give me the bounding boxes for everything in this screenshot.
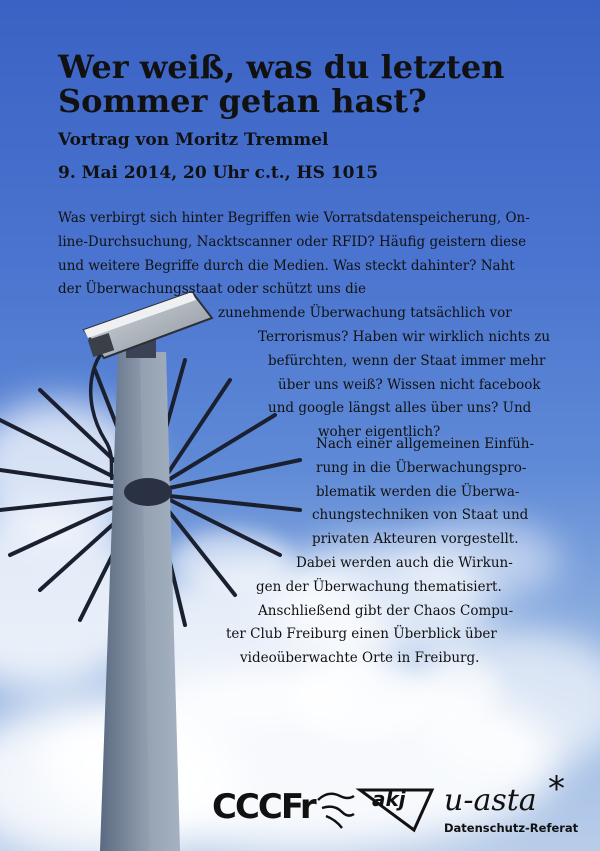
u-asta-logo-subtitle: Datenschutz-Referat bbox=[444, 821, 579, 835]
u-asta-star-icon: * bbox=[548, 769, 565, 809]
akj-logo bbox=[360, 787, 432, 830]
detail-line: Dabei werden auch die Wirkun- bbox=[296, 554, 513, 571]
detail-line: videoüberwachte Orte in Freiburg. bbox=[240, 650, 480, 667]
detail-line: blematik werden die Überwa- bbox=[316, 483, 520, 500]
detail-line: privaten Akteuren vorgestellt. bbox=[312, 531, 519, 548]
intro-line: befürchten, wenn der Staat immer mehr bbox=[268, 352, 546, 369]
u-asta-logo bbox=[444, 769, 579, 835]
u-asta-logo-text: u-asta bbox=[444, 783, 537, 818]
cccfr-logo bbox=[212, 787, 354, 828]
event-date: 9. Mai 2014, 20 Uhr c.t., HS 1015 bbox=[58, 163, 379, 183]
detail-line: Anschließend gibt der Chaos Compu- bbox=[258, 602, 514, 619]
intro-line: und google längst alles über uns? Und bbox=[268, 400, 532, 417]
intro-line: der Überwachungsstaat oder schützt uns die bbox=[58, 281, 367, 298]
intro-line: line-Durchsuchung, Nacktscanner oder RFID? Häufig geistern diese bbox=[58, 233, 527, 250]
intro-line: über uns weiß? Wissen nicht facebook bbox=[278, 376, 541, 393]
detail-line: gen der Überwachung thematisiert. bbox=[256, 578, 502, 595]
title-line-2: Sommer getan hast? bbox=[58, 82, 427, 120]
detail-line: rung in die Überwachungspro- bbox=[316, 459, 527, 476]
intro-line: woher eigentlich? bbox=[318, 424, 441, 441]
speaker-subtitle: Vortrag von Moritz Tremmel bbox=[58, 130, 329, 150]
intro-line: Was verbirgt sich hinter Begriffen wie Vorratsdatenspeicherung, On- bbox=[58, 210, 530, 226]
intro-line: Terrorismus? Haben wir wirklich nichts zu bbox=[258, 328, 551, 345]
detail-line: ter Club Freiburg einen Überblick über bbox=[226, 626, 497, 643]
intro-line: und weitere Begriffe durch die Medien. Was steckt dahinter? Naht bbox=[58, 257, 515, 274]
akj-logo-text: akj bbox=[372, 787, 406, 811]
detail-line: Nach einer allgemeinen Einfüh- bbox=[316, 436, 535, 452]
title-line-1: Wer weiß, was du letzten bbox=[58, 48, 505, 86]
cccfr-logo-text: CCCFr bbox=[212, 787, 315, 827]
detail-line: chungstechniken von Staat und bbox=[312, 507, 529, 524]
intro-line: zunehmende Überwachung tatsächlich vor bbox=[218, 305, 512, 322]
